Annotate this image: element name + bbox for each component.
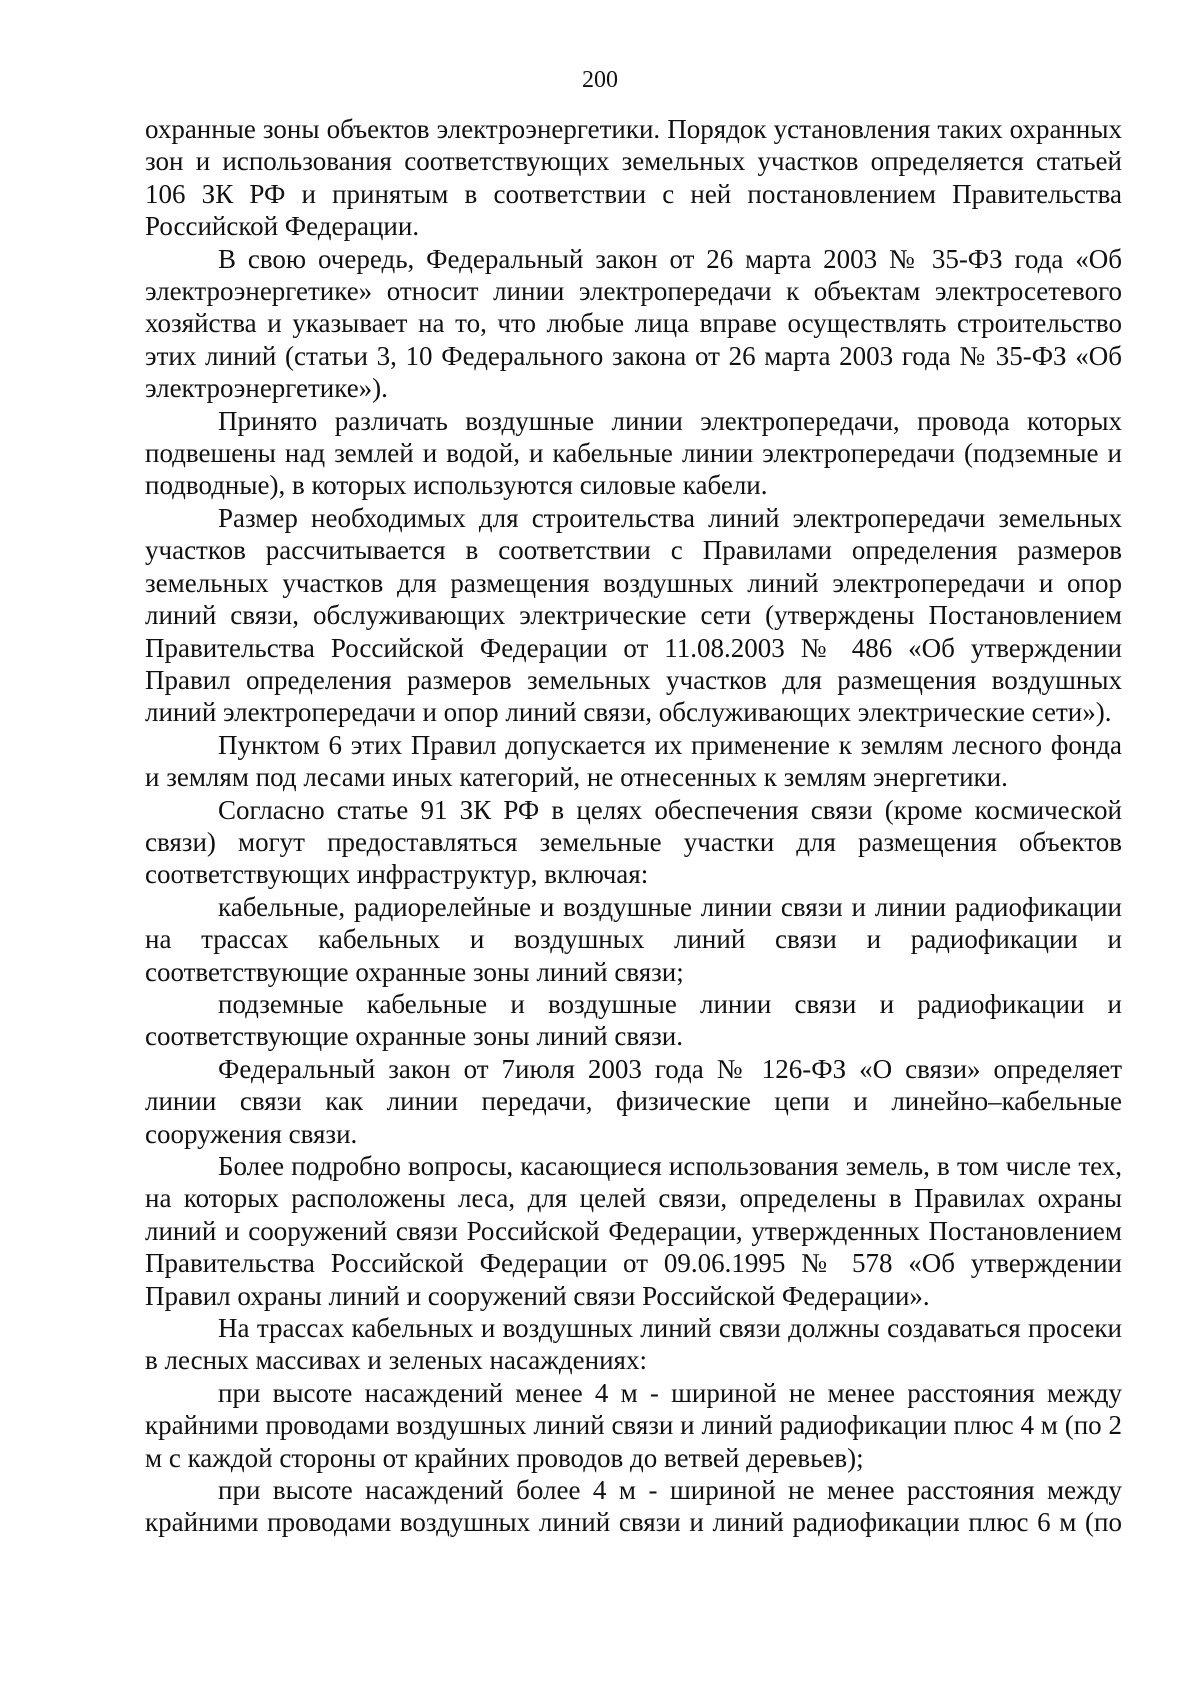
- list-item-paragraph: при высоте насаждений более 4 м - шириной не менее расстояния между крайними проводами воздушных линий связи и линий радиофикации плюс 6 м (по: [145, 1475, 1122, 1538]
- paragraph: Принято различать воздушные линии электропередачи, провода которых подвешены над землей и водой, и кабельные линии электропередачи (подземные и подводные), в которых используются силовые кабели.: [145, 405, 1122, 501]
- paragraph: Размер необходимых для строительства линий электропередачи земельных участков рассчитывается в соответствии с Правилами определения размеров земельных участков для размещения воздушных линий электропередачи и опор линий связи, обслуживающих электрические сети (утверждены Постановлением Правительства Российской Федерации от 11.08.2003 № 486 «Об утверждении Правил определения размеров земельных участков для размещения воздушных линий электропередачи и опор линий связи, обслуживающих электрические сети»).: [145, 502, 1122, 728]
- list-item-paragraph: кабельные, радиорелейные и воздушные линии связи и линии радиофикации на трассах кабельных и воздушных линий связи и радиофикации и соответствующие охранные зоны линий связи;: [145, 891, 1122, 987]
- list-item-paragraph: подземные кабельные и воздушные линии связи и радиофикации и соответствующие охранные зоны линий связи.: [145, 988, 1122, 1052]
- paragraph: Федеральный закон от 7июля 2003 года № 126-ФЗ «О связи» определяет линии связи как линии передачи, физические цепи и линейно–кабельные сооружения связи.: [145, 1053, 1122, 1149]
- paragraph: На трассах кабельных и воздушных линий связи должны создаваться просеки в лесных массивах и зеленых насаждениях:: [145, 1313, 1122, 1376]
- paragraph: Более подробно вопросы, касающиеся использования земель, в том числе тех, на которых расположены леса, для целей связи, определены в Правилах охраны линий и сооружений связи Российской Федерации, утвержденных Постановлением Правительства Российской Федерации от 09.06.1995 № 578 «Об утверждении Правил охраны линий и сооружений связи Российской Федерации».: [145, 1151, 1122, 1311]
- paragraph: В свою очередь, Федеральный закон от 26 марта 2003 № 35-ФЗ года «Об электроэнергетике» относит линии электропередачи к объектам электросетевого хозяйства и указывает на то, что любые лица вправе осуществлять строительство этих линий (статьи 3, 10 Федерального закона от 26 марта 2003 года № 35-ФЗ «Об электроэнергетике»).: [145, 243, 1122, 404]
- paragraph: Пунктом 6 этих Правил допускается их применение к землям лесного фонда и землям под лесами иных категорий, не отнесенных к землям энергетики.: [145, 729, 1122, 793]
- document-body: [145, 113, 1122, 1539]
- paragraph: Согласно статье 91 ЗК РФ в целях обеспечения связи (кроме космической связи) могут предоставляться земельные участки для размещения объектов соответствующих инфраструктур, включая:: [145, 794, 1122, 890]
- paragraph-continuation: охранные зоны объектов электроэнергетики. Порядок установления таких охранных зон и использования соответствующих земельных участков определяется статьей 106 ЗК РФ и принятым в соответствии с ней постановлением Правительства Российской Федерации.: [145, 114, 1122, 242]
- page-number: 200: [582, 67, 618, 93]
- list-item-paragraph: при высоте насаждений менее 4 м - шириной не менее расстояния между крайними проводами воздушных линий связи и линий радиофикации плюс 4 м (по 2 м с каждой стороны от крайних проводов до ветвей деревьев);: [145, 1377, 1122, 1473]
